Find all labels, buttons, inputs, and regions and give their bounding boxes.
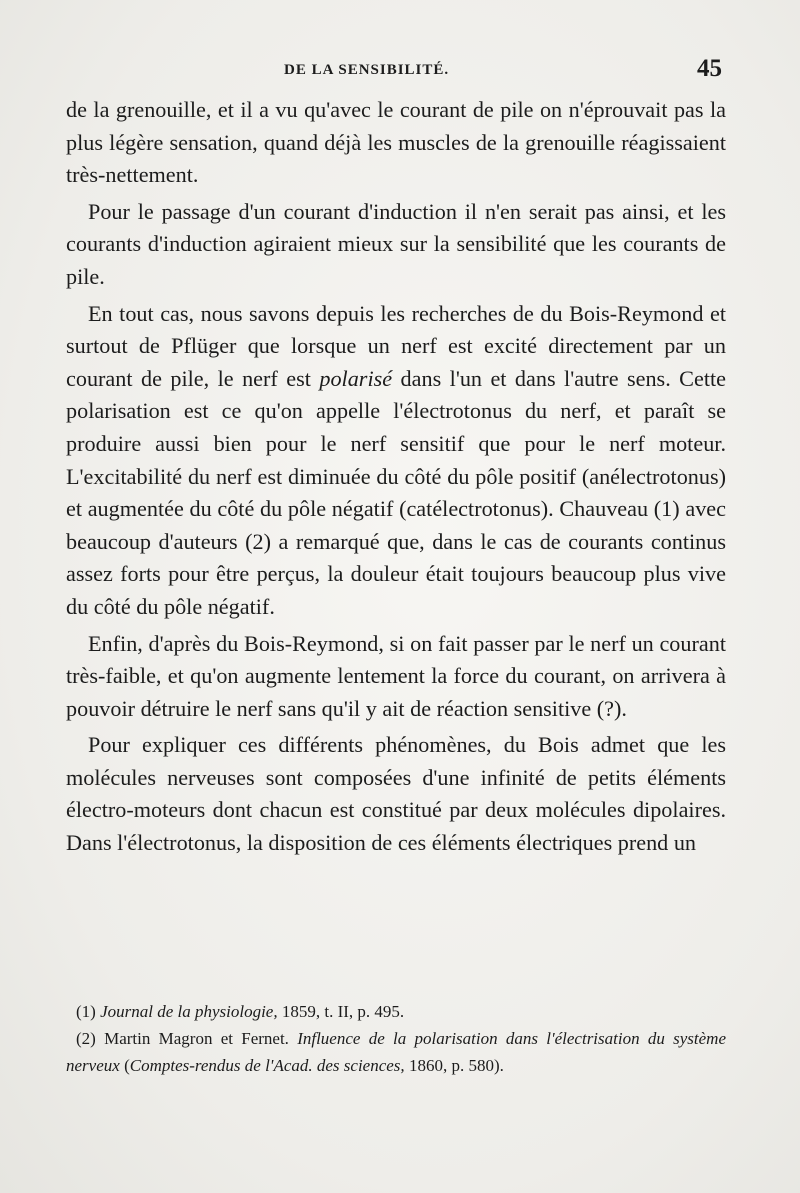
paragraph-1: de la grenouille, et il a vu qu'avec le courant de pile on n'éprouvait pas la plus légère sensation, quand déjà les muscles de la grenouille réagissaient très-nettement. bbox=[66, 97, 726, 188]
footnote-2-authors: Martin Magron et Fernet. bbox=[104, 1029, 289, 1048]
footnote-2-number: (2) bbox=[76, 1029, 96, 1048]
footnote-2-details: 1860, p. 580). bbox=[408, 1056, 504, 1075]
italic-term-polarise: polarisé bbox=[319, 365, 393, 391]
footnote-1-number: (1) bbox=[76, 1002, 96, 1021]
paragraph-3-part-a: En tout cas, nous savons depuis les recherches de du Bois-Reymond et surtout de Pflüger que lorsque un nerf est excité directement par un courant de pile, le nerf est bbox=[66, 300, 726, 391]
footnote-1-title: Journal de la physiologie, bbox=[100, 1002, 278, 1021]
paragraph-3 bbox=[66, 298, 726, 624]
footnote-2 bbox=[66, 1025, 726, 1079]
footnote-2-source: Comptes-rendus de l'Acad. des sciences, bbox=[129, 1056, 405, 1075]
paragraph-5: Pour expliquer ces différents phénomènes, du Bois admet que les molécules nerveuses sont composées d'une infinité de petits éléments électro-moteurs dont chacun est constitué par deux molécules dipolaires. Dans l'électrotonus, la disposition de ces éléments électriques prend un bbox=[66, 732, 726, 856]
footnote-1-details: 1859, t. II, p. 495. bbox=[281, 1002, 405, 1021]
footnote-2-paren: ( bbox=[124, 1056, 130, 1075]
footnote-2-title: Influence de la polarisation dans l'électrisation du système nerveux bbox=[66, 1029, 726, 1075]
paragraph-3-part-b: dans l'un et dans l'autre sens. Cette polarisation est ce qu'on appelle l'électrotonus du nerf, et paraît se produire aussi bien pour le nerf sensitif que pour le nerf moteur. L'excitabilité du nerf est diminuée du côté du pôle positif (anélectrotonus) et augmentée du côté du pôle négatif (catélectrotonus). Chauveau (1) avec beaucoup d'auteurs (2) a remarqué que, dans le cas de courants continus assez forts pour être perçus, la douleur était toujours beaucoup plus vive du côté du pôle négatif. bbox=[66, 365, 727, 619]
footnotes bbox=[66, 998, 726, 1079]
paragraph-2: Pour le passage d'un courant d'induction il n'en serait pas ainsi, et les courants d'induction agiraient mieux sur la sensibilité que les courants de pile. bbox=[66, 198, 726, 289]
footnote-1 bbox=[66, 998, 726, 1025]
body-text bbox=[66, 94, 726, 860]
page-number: 45 bbox=[697, 55, 722, 82]
running-title: DE LA SENSIBILITÉ. bbox=[284, 62, 450, 78]
paragraph-4: Enfin, d'après du Bois-Reymond, si on fait passer par le nerf un courant très-faible, et qu'on augmente lentement la force du courant, on arrivera à pouvoir détruire le nerf sans qu'il y ait de réaction sensitive (?). bbox=[66, 630, 726, 721]
page-header bbox=[66, 55, 726, 87]
